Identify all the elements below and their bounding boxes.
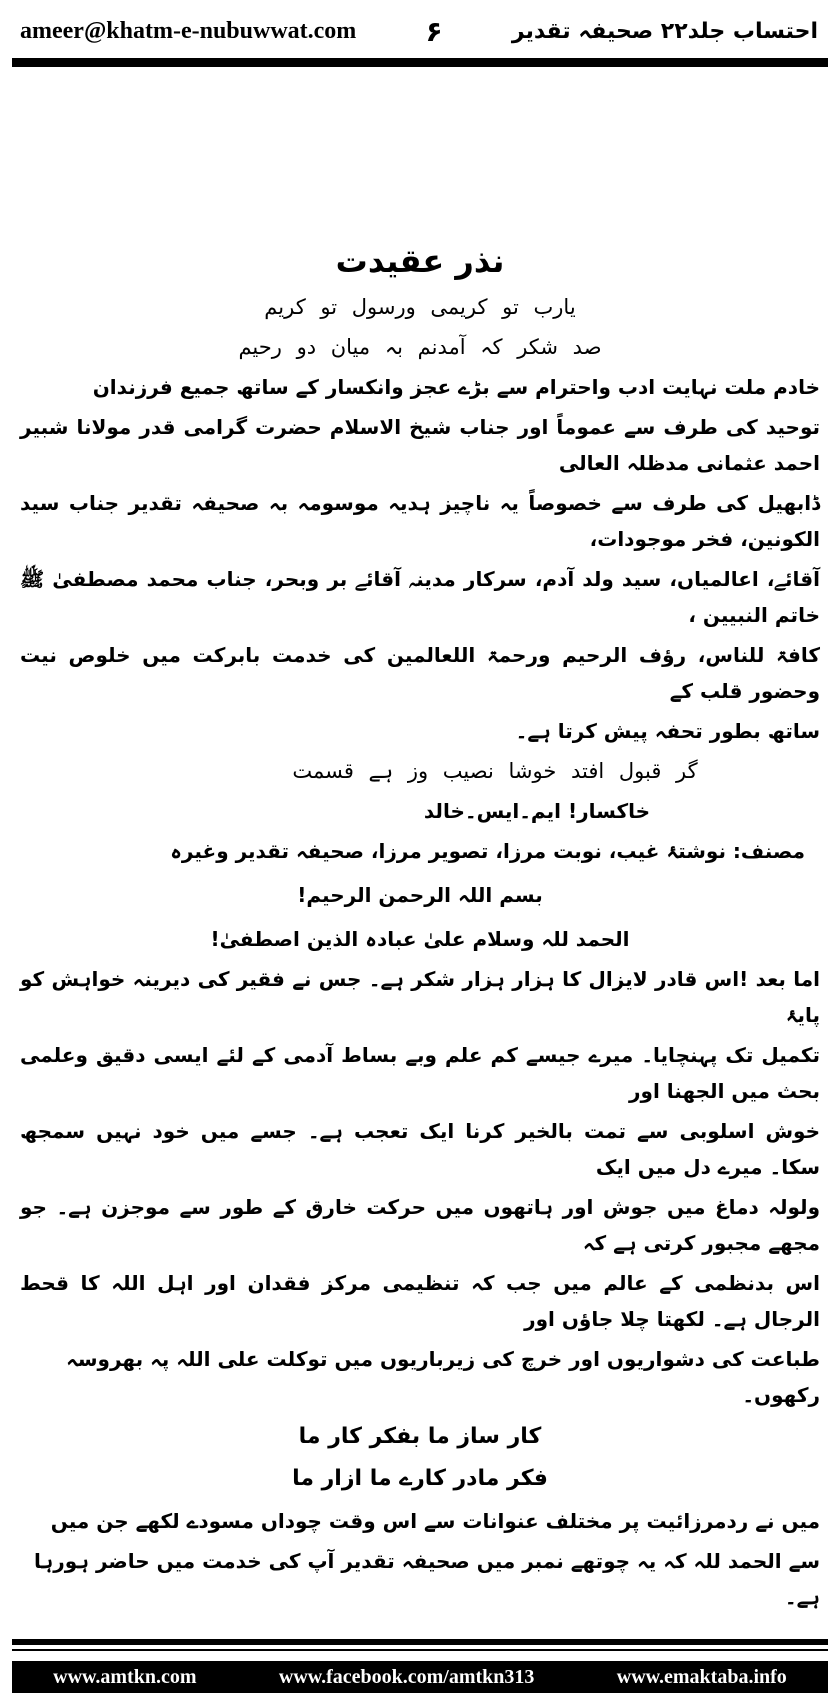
final-line: سے الحمد للہ کہ یہ چوتھے نمبر میں صحیفہ تقدیر آپ کی خدمت میں حاضر ہورہا ہے۔ bbox=[34, 1549, 820, 1609]
verse-line: صد شکر کہ آمدنم بہ میان دو رحیم bbox=[238, 335, 602, 359]
dedication-line: کافۃ للناس، رؤف الرحیم ورحمۃ اللعالمین کی خدمت بابرکت میں خلوص نیت وحضور قلب کے bbox=[20, 643, 820, 703]
dedication-line: توحید کی طرف سے عموماً اور جناب شیخ الاسلام حضرت گرامی قدر مولانا شبیر احمد عثمانی مدظلہ العالی bbox=[20, 415, 820, 475]
closing-verse: گر قبول افتد خوشا نصیب وز ہے قسمت bbox=[292, 759, 698, 783]
page-content bbox=[0, 67, 840, 1639]
book-title: احتساب جلد۲۲ صحیفہ تقدیر bbox=[511, 18, 818, 44]
signature: خاکسار! ایم۔ایس۔خالد bbox=[423, 799, 650, 823]
header-rule bbox=[12, 58, 828, 67]
footer-rule bbox=[12, 1639, 828, 1645]
preface-line: اس بدنظمی کے عالم میں جب کہ تنظیمی مرکز فقدان اور اہل اللہ کا قحط الرجال ہے۔ لکھتا چلا جاؤں اور bbox=[20, 1271, 820, 1331]
footer-link-emaktaba[interactable]: www.emaktaba.info bbox=[616, 1666, 787, 1688]
preface-verse: کار ساز ما بفکر کار ما bbox=[298, 1424, 542, 1449]
verse-line: یارب تو کریمی ورسول تو کریم bbox=[264, 295, 576, 319]
dedication-line: آقائے، اعالمیاں، سید ولد آدم، سرکار مدینہ آقائے بر وبحر، جناب محمد مصطفیٰ ﷺ خاتم النبیین ، bbox=[20, 567, 820, 627]
footer-bar bbox=[12, 1661, 828, 1693]
dedication-line: ڈابھیل کی طرف سے خصوصاً یہ ناچیز ہدیہ موسومہ بہ صحیفہ تقدیر جناب سید الکونین، فخر موجودات، bbox=[20, 491, 820, 551]
dedication-line: خادم ملت نہایت ادب واحترام سے بڑے عجز وانکسار کے ساتھ جمیع فرزندان bbox=[92, 375, 820, 399]
final-line: میں نے ردمرزائیت پر مختلف عنوانات سے اس وقت چوداں مسودے لکھے جن میں bbox=[50, 1509, 820, 1533]
page-number: ۶ bbox=[425, 14, 443, 48]
footer-link-amtkn[interactable]: www.amtkn.com bbox=[53, 1666, 197, 1688]
author-works: مصنف: نوشتۂ غیب، نوبت مرزا، تصویر مرزا، صحیفہ تقدیر وغیرہ bbox=[170, 839, 805, 863]
footer-rule-thin bbox=[12, 1649, 828, 1651]
header-email: ameer@khatm-e-nubuwwat.com bbox=[20, 17, 357, 44]
preface-line: طباعت کی دشواریوں اور خرچ کی زیرباریوں میں توکلت علی اللہ پہ بھروسہ رکھوں۔ bbox=[66, 1347, 820, 1407]
dedication-line: ساتھ بطور تحفہ پیش کرتا ہے۔ bbox=[515, 719, 820, 743]
hamd: الحمد للہ وسلام علیٰ عبادہ الذین اصطفیٰ! bbox=[210, 927, 630, 951]
dedication-title: نذر عقیدت bbox=[335, 242, 505, 280]
preface-line: اما بعد !اس قادر لایزال کا ہزار ہزار شکر ہے۔ جس نے فقیر کی دیرینہ خواہش کو پایۂ bbox=[20, 967, 820, 1027]
page-header bbox=[0, 0, 840, 52]
preface-verse: فکر مادر کارے ما ازار ما bbox=[292, 1466, 548, 1491]
preface-line: ولولہ دماغ میں جوش اور ہاتھوں میں حرکت خارق کے طور سے موجزن ہے۔ جو مجھے مجبور کرتی ہے کہ bbox=[20, 1195, 820, 1255]
bismillah: بسم اللہ الرحمن الرحیم! bbox=[297, 883, 543, 907]
footer-link-facebook[interactable]: www.facebook.com/amtkn313 bbox=[278, 1666, 535, 1688]
preface-line: خوش اسلوبی سے تمت بالخیر کرنا ایک تعجب ہے۔ جسے میں خود نہیں سمجھ سکا۔ میرے دل میں ایک bbox=[20, 1119, 820, 1179]
preface-line: تکمیل تک پہنچایا۔ میرے جیسے کم علم وبے بساط آدمی کے لئے ایسی دقیق وعلمی بحث میں الجھنا اور bbox=[20, 1043, 820, 1103]
